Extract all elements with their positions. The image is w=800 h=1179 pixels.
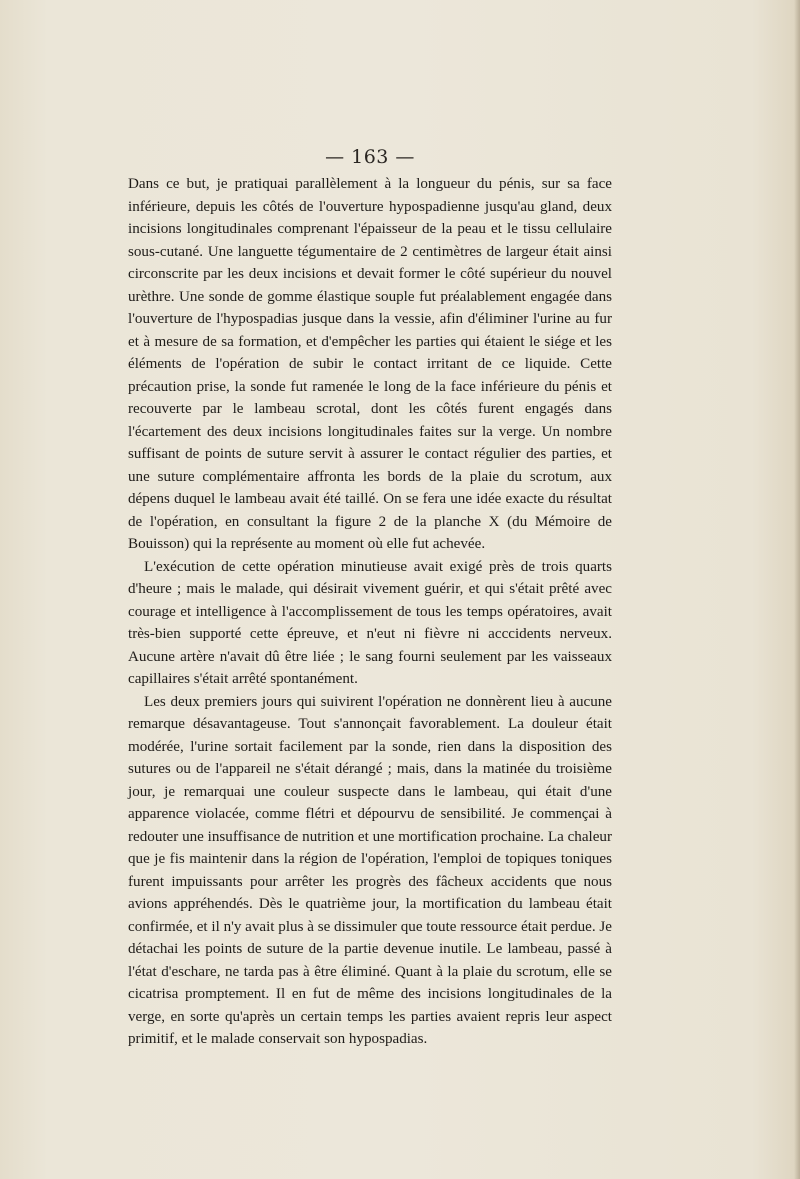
paragraph-2: L'exécution de cette opération minutieuse avait exigé près de trois quarts d'heure ; mais le malade, qui désirait vivement guérir, et qui s'était prêté avec courage et intelligence à l'accomplissement de tous les temps opératoires, avait très-bien supporté cette épreuve, et n'eut ni fièvre ni acccidents nerveux. Aucune artère n'avait dû être liée ; le sang fourni seulement par les vaisseaux capillaires s'était arrêté spontanément. (128, 558, 612, 687)
body-text (128, 173, 612, 1051)
paragraph-3: Les deux premiers jours qui suivirent l'opération ne donnèrent lieu à aucune remarque désavantageuse. Tout s'annonçait favorablement. La douleur était modérée, l'urine sortait facilement par la sonde, rien dans la disposition des sutures ou de l'appareil ne s'était dérangé ; mais, dans la matinée du troisième jour, je remarquai une couleur suspecte dans le lambeau, qui était d'une apparence violacée, comme flétri et dépourvu de sensibilité. Je commençai à redouter une insuffisance de nutrition et une mortification prochaine. La chaleur que je fis maintenir dans la région de l'opération, l'emploi de topiques toniques furent impuissants pour arrêter les progrès des fâcheux accidents que nous avions appréhendés. Dès le quatrième jour, la mortification du lambeau était confirmée, et il n'y avait plus à se dissimuler que toute ressource était perdue. Je détachai les points de suture de la partie devenue inutile. Le lambeau, passé à l'état d'eschare, ne tarda pas à être éliminé. Quant à la plaie du scrotum, elle se cicatrisa promptement. Il en fut de même des incisions longitudinales de la verge, en sorte qu'après un certain temps les parties avaient repris leur aspect primitif, et le malade conservait son hypospadias. (128, 693, 612, 1047)
page-edge-shadow (794, 0, 800, 1179)
paragraph-1: Dans ce but, je pratiquai parallèlement à la longueur du pénis, sur sa face inférieure, depuis les côtés de l'ouverture hypospadienne jusqu'au gland, deux incisions longitudinales comprenant l'épaisseur de la peau et le tissu cellulaire sous-cutané. Une languette tégumentaire de 2 centimètres de largeur était ainsi circonscrite par les deux incisions et devait former le côté supérieur du nouvel urèthre. Une sonde de gomme élastique souple fut préalablement engagée dans l'ouverture de l'hypospadias jusque dans la vessie, afin d'éliminer l'urine au fur et à mesure de sa formation, et d'empêcher les parties qui étaient le siége et les éléments de l'opération de subir le contact irritant de ce liquide. Cette précaution prise, la sonde fut ramenée le long de la face inférieure du pénis et recouverte par le lambeau scrotal, dont les côtés furent engagés dans l'écartement des deux incisions longitudinales faites sur la verge. Un nombre suffisant de points de suture servit à assurer le contact régulier des parties, et une suture complémentaire affronta les bords de la plaie du scrotum, aux dépens duquel le lambeau avait été taillé. On se fera une idée exacte du résultat de l'opération, en consultant la figure 2 de la planche X (du Mémoire de Bouisson) qui la représente au moment où elle fut achevée. (128, 176, 612, 552)
page-number: — 163 — (325, 146, 415, 168)
